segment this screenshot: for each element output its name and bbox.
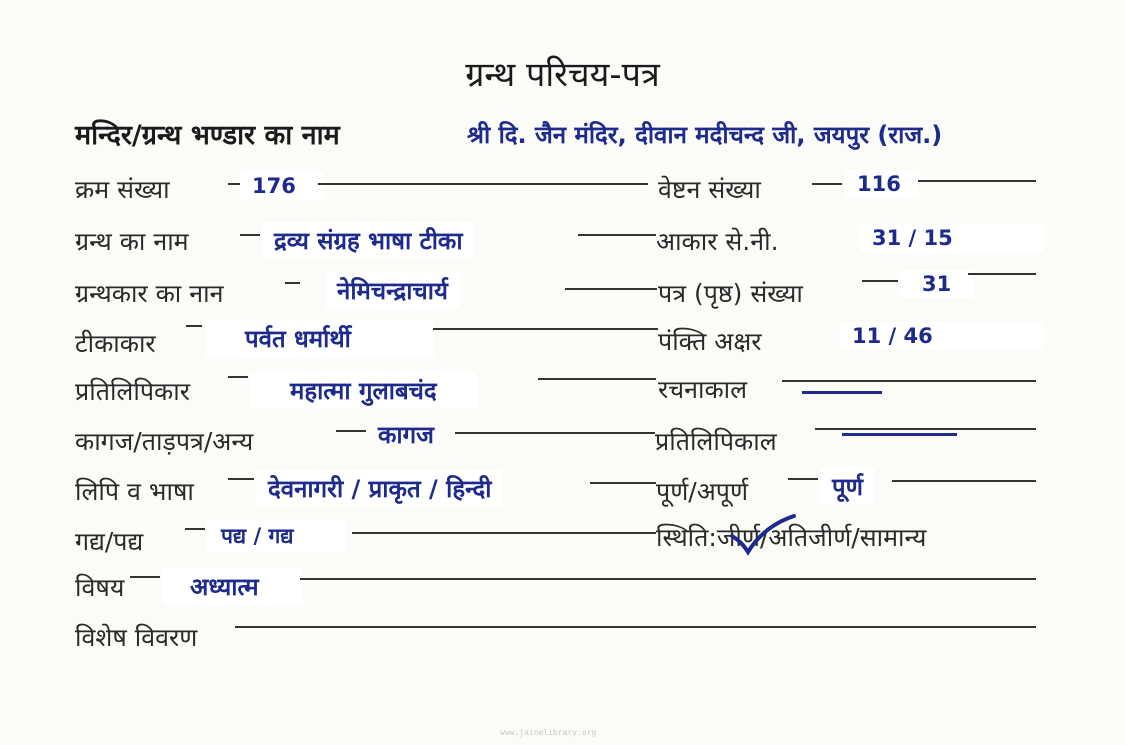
label-size: आकार से.नी. (656, 227, 779, 256)
rule (862, 280, 898, 282)
rule (240, 234, 260, 236)
rule (565, 288, 657, 290)
rule (918, 180, 1036, 182)
blank-mark (802, 391, 882, 394)
label-wrapper-number: वेष्टन संख्या (658, 175, 761, 204)
label-complete-incomplete: पूर्ण/अपूर्ण (656, 477, 749, 506)
rule (186, 325, 202, 327)
rule (300, 578, 1036, 580)
rule (892, 480, 1036, 482)
label-copyist: प्रतिलिपिकार (75, 377, 190, 406)
label-copy-period: प्रतिलिपिकाल (655, 427, 777, 456)
value-size: 31 / 15 (860, 224, 1044, 252)
value-copyist: महात्मा गुलाबचंद (250, 372, 477, 409)
value-subject: अध्यात्म (162, 568, 303, 605)
rule (455, 432, 655, 434)
rule (782, 380, 1036, 382)
rule (788, 478, 818, 480)
header-label: मन्दिर/ग्रन्थ भण्डार का नाम (75, 120, 340, 151)
rule (336, 430, 366, 432)
value-serial-number: 176 (240, 172, 324, 200)
label-subject: विषय (75, 573, 125, 602)
label-composition-period: रचनाकाल (658, 375, 748, 404)
card-title: ग्रन्थ परिचय-पत्र (465, 55, 660, 95)
label-special-details: विशेष विवरण (75, 623, 198, 652)
rule (812, 183, 842, 185)
rule (228, 376, 248, 378)
rule (130, 576, 160, 578)
label-material: कागज/ताड़पत्र/अन्य (75, 427, 254, 456)
value-line-letters: 11 / 46 (840, 322, 1044, 350)
value-wrapper-number: 116 (845, 170, 919, 198)
label-prose-verse: गद्य/पद्य (75, 527, 144, 556)
rule (285, 282, 300, 284)
rule (228, 478, 254, 480)
rule (538, 378, 656, 380)
checkmark-icon (728, 512, 798, 556)
rule (815, 428, 1036, 430)
value-material: कागज (378, 421, 434, 449)
rule (185, 528, 205, 530)
rule (352, 532, 656, 534)
header-value: श्री दि. जैन मंदिर, दीवान मदीचन्द जी, जयपुर (राज.) (467, 121, 943, 149)
value-prose-verse: पद्य / गद्य (206, 520, 346, 552)
label-author: ग्रन्थकार का नान (75, 279, 224, 308)
label-book-name: ग्रन्थ का नाम (75, 227, 189, 256)
label-commentator: टीकाकार (75, 329, 156, 358)
rule (968, 273, 1036, 275)
rule (235, 626, 1036, 628)
condition-selected: जीर्ण (716, 523, 760, 552)
value-script-language: देवनागरी / प्राकृत / हिन्दी (256, 470, 503, 507)
label-page-count: पत्र (पृष्ठ) संख्या (658, 279, 803, 308)
value-complete-incomplete: पूर्ण (820, 468, 875, 505)
blank-mark (842, 433, 957, 436)
watermark: www.jainelibrary.org (500, 728, 597, 737)
rule (578, 234, 656, 236)
rule (433, 328, 658, 330)
label-serial-number: क्रम संख्या (75, 175, 170, 204)
condition-prefix: स्थिति: (656, 523, 717, 552)
value-commentator: पर्वत धर्मार्थी (205, 320, 435, 357)
value-page-count: 31 (900, 270, 973, 298)
label-line-letters: पंक्ति अक्षर (658, 327, 762, 356)
rule (590, 482, 656, 484)
rule (318, 183, 648, 185)
condition-options: /अतिजीर्ण/सामान्य (759, 523, 927, 552)
value-author: नेमिचन्द्राचार्य (325, 272, 460, 309)
value-book-name: द्रव्य संग्रह भाषा टीका (262, 222, 475, 259)
label-script-language: लिपि व भाषा (75, 477, 194, 506)
